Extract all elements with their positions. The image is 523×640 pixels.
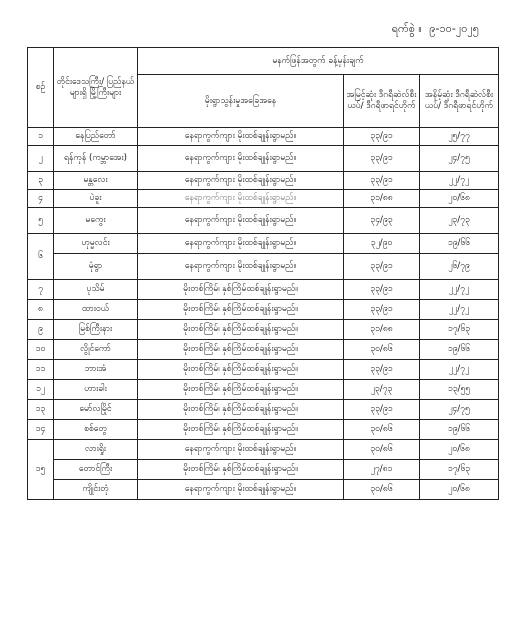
- document-date: [388, 22, 479, 38]
- table-row: [28, 128, 499, 146]
- row-max-temp: ၁၇/၆၃: [420, 460, 499, 480]
- row-min-temp: ၃၃/၉၁: [344, 400, 420, 420]
- row-city: ဟားခါး: [54, 380, 138, 400]
- row-city: လွိုင်ကော်: [54, 340, 138, 360]
- row-condition: နေရာကွက်ကျား မိုးထစ်ချုန်းရွာမည်။: [138, 146, 344, 172]
- table-row: [28, 190, 499, 208]
- date-value: ၉-၁၀-၂၀၂၅: [429, 22, 479, 35]
- row-no: ၁၁: [28, 360, 54, 380]
- row-city: ပဲခူး: [54, 190, 138, 208]
- header-forecast: မနက်ဖြန်အတွက် ခန့်မှန်းချက်: [138, 48, 499, 75]
- row-min-temp: ၃၀/၈၆: [344, 420, 420, 440]
- row-max-temp: ၂၂/၇၂: [420, 172, 499, 190]
- row-max-temp: ၁၉/၆၆: [420, 420, 499, 440]
- row-min-temp: ၃၁/၈၈: [344, 190, 420, 208]
- row-max-temp: ၂၂/၇၂: [420, 280, 499, 300]
- row-min-temp: ၂၃/၇၃: [344, 380, 420, 400]
- row-city: ပုသိမ်: [54, 280, 138, 300]
- row-min-temp: ၃၃/၉၁: [344, 254, 420, 280]
- row-city: တောင်ကြီး: [54, 460, 138, 480]
- table-row: [28, 400, 499, 420]
- row-condition: မိုးတစ်ကြိမ်၊ နှစ်ကြိမ်ထစ်ချုန်းရွာမည်။: [138, 420, 344, 440]
- row-city: မော်လမြိုင်: [54, 400, 138, 420]
- row-max-temp: ၂၃/၇၃: [420, 208, 499, 234]
- row-max-temp: ၂၅/၇၇: [420, 128, 499, 146]
- row-condition: မိုးတစ်ကြိမ်၊ နှစ်ကြိမ်ထစ်ချုန်းရွာမည်။: [138, 460, 344, 480]
- row-min-temp: ၃၃/၉၁: [344, 146, 420, 172]
- row-max-temp: ၂၄/၇၅: [420, 146, 499, 172]
- row-max-temp: ၁၃/၅၅: [420, 380, 499, 400]
- row-max-temp: ၂၄/၇၅: [420, 400, 499, 420]
- row-max-temp: ၂၀/၆၈: [420, 440, 499, 460]
- row-condition: နေရာကွက်ကျား မိုးထစ်ချုန်းရွာမည်။: [138, 128, 344, 146]
- date-label: ရက်စွဲ ။: [391, 22, 422, 35]
- row-condition: နေရာကွက်ကျား မိုးထစ်ချုန်းရွာမည်။: [138, 208, 344, 234]
- row-no: ၂: [28, 146, 54, 172]
- row-city: မြစ်ကြီးနား: [54, 320, 138, 340]
- row-condition: နေရာကွက်ကျား မိုးထစ်ချုန်းရွာမည်။: [138, 190, 344, 208]
- row-no: ၁၅: [28, 440, 54, 500]
- table-row: [28, 254, 499, 280]
- row-no: ၁: [28, 128, 54, 146]
- table-row: [28, 380, 499, 400]
- row-no: ၅: [28, 208, 54, 234]
- row-no: ၁၀: [28, 340, 54, 360]
- table-row: [28, 460, 499, 480]
- table-row: [28, 234, 499, 254]
- row-city: ဟုမ္မလင်း: [54, 234, 138, 254]
- row-max-temp: ၂၀/၆၈: [420, 480, 499, 500]
- table-row: [28, 300, 499, 320]
- row-no: ၈: [28, 300, 54, 320]
- table-row: [28, 146, 499, 172]
- row-city: စစ်တွေ: [54, 420, 138, 440]
- row-no: ၄: [28, 190, 54, 208]
- row-min-temp: ၂၇/၈၁: [344, 460, 420, 480]
- row-city: ဘားအံ: [54, 360, 138, 380]
- row-city: မုံရွာ: [54, 254, 138, 280]
- row-no: ၉: [28, 320, 54, 340]
- row-no: ၃: [28, 172, 54, 190]
- row-condition: မိုးတစ်ကြိမ်၊ နှစ်ကြိမ်ထစ်ချုန်းရွာမည်။: [138, 400, 344, 420]
- row-no: ၆: [28, 234, 54, 280]
- header-condition: မိုးရွာသွန်းမှုအခြေအနေ: [138, 75, 344, 128]
- table-row: [28, 340, 499, 360]
- row-city: ကျိုင်းတုံ: [54, 480, 138, 500]
- row-city: မကွေး: [54, 208, 138, 234]
- row-no: ၁၂: [28, 380, 54, 400]
- row-min-temp: ၃၃/၉၁: [344, 172, 420, 190]
- header-min-temp: အမြင့်ဆုံး ဒီဂရီဆဲလ်စီးယပ်/ ဒီဂရီဖာရင်ဟိုက်: [344, 75, 420, 128]
- row-condition: နေရာကွက်ကျား မိုးထစ်ချုန်းရွာမည်။: [138, 480, 344, 500]
- header-no: စဉ်: [28, 48, 54, 128]
- row-condition: မိုးတစ်ကြိမ်၊ နှစ်ကြိမ်ထစ်ချုန်းရွာမည်။: [138, 320, 344, 340]
- row-max-temp: ၁၉/၆၆: [420, 234, 499, 254]
- row-condition: နေရာကွက်ကျား မိုးထစ်ချုန်းရွာမည်။: [138, 234, 344, 254]
- row-condition: မိုးတစ်ကြိမ်၊ နှစ်ကြိမ်ထစ်ချုန်းရွာမည်။: [138, 380, 344, 400]
- table-row: [28, 480, 499, 500]
- row-condition: မိုးတစ်ကြိမ်၊ နှစ်ကြိမ်ထစ်ချုန်းရွာမည်။: [138, 340, 344, 360]
- row-city: လားရှိုး: [54, 440, 138, 460]
- table-row: [28, 172, 499, 190]
- row-city: ထားဝယ်: [54, 300, 138, 320]
- row-max-temp: ၂၀/၆၈: [420, 190, 499, 208]
- row-min-temp: ၃၀/၈၆: [344, 440, 420, 460]
- table-row: [28, 208, 499, 234]
- row-min-temp: ၃၃/၉၁: [344, 280, 420, 300]
- row-city: ရန်ကုန် (ကမ္ဘာအေး): [54, 146, 138, 172]
- row-max-temp: ၁၇/၆၃: [420, 320, 499, 340]
- weather-forecast-table: [27, 47, 499, 500]
- row-no: ၁၃: [28, 400, 54, 420]
- table-header-row: [28, 48, 499, 75]
- row-condition: မိုးတစ်ကြိမ်၊ နှစ်ကြိမ်ထစ်ချုန်းရွာမည်။: [138, 300, 344, 320]
- row-max-temp: ၂၂/၇၂: [420, 300, 499, 320]
- row-city: မန္တလေး: [54, 172, 138, 190]
- header-region: တိုင်းဒေသကြီး/ ပြည်နယ်များရှိ မြို့ကြီးများ: [54, 48, 138, 128]
- table-row: [28, 360, 499, 380]
- row-no: ၁၄: [28, 420, 54, 440]
- row-condition: နေရာကွက်ကျား မိုးထစ်ချုန်းရွာမည်။: [138, 254, 344, 280]
- row-condition: နေရာကွက်ကျား မိုးထစ်ချုန်းရွာမည်။: [138, 440, 344, 460]
- row-min-temp: ၃၂/၉၀: [344, 234, 420, 254]
- row-no: ၇: [28, 280, 54, 300]
- table-row: [28, 320, 499, 340]
- row-condition: မိုးတစ်ကြိမ်၊ နှစ်ကြိမ်ထစ်ချုန်းရွာမည်။: [138, 360, 344, 380]
- row-city: နေပြည်တော်: [54, 128, 138, 146]
- row-min-temp: ၃၃/၉၁: [344, 360, 420, 380]
- row-max-temp: ၁၉/၆၆: [420, 340, 499, 360]
- row-min-temp: ၃၃/၉၁: [344, 300, 420, 320]
- row-condition: မိုးတစ်ကြိမ်၊ နှစ်ကြိမ်ထစ်ချုန်းရွာမည်။: [138, 280, 344, 300]
- row-max-temp: ၂၆/၇၉: [420, 254, 499, 280]
- row-min-temp: ၃၀/၈၆: [344, 340, 420, 360]
- row-min-temp: ၃၃/၉၁: [344, 128, 420, 146]
- row-condition: နေရာကွက်ကျား မိုးထစ်ချုန်းရွာမည်။: [138, 172, 344, 190]
- table-row: [28, 280, 499, 300]
- row-min-temp: ၃၀/၈၆: [344, 480, 420, 500]
- header-max-temp: အနိမ့်ဆုံး ဒီဂရီဆဲလ်စီးယပ်/ ဒီဂရီဖာရင်ဟိုက်: [420, 75, 499, 128]
- row-max-temp: ၂၂/၇၂: [420, 360, 499, 380]
- row-min-temp: ၃၁/၈၈: [344, 320, 420, 340]
- row-min-temp: ၃၄/၉၃: [344, 208, 420, 234]
- table-row: [28, 440, 499, 460]
- table-row: [28, 420, 499, 440]
